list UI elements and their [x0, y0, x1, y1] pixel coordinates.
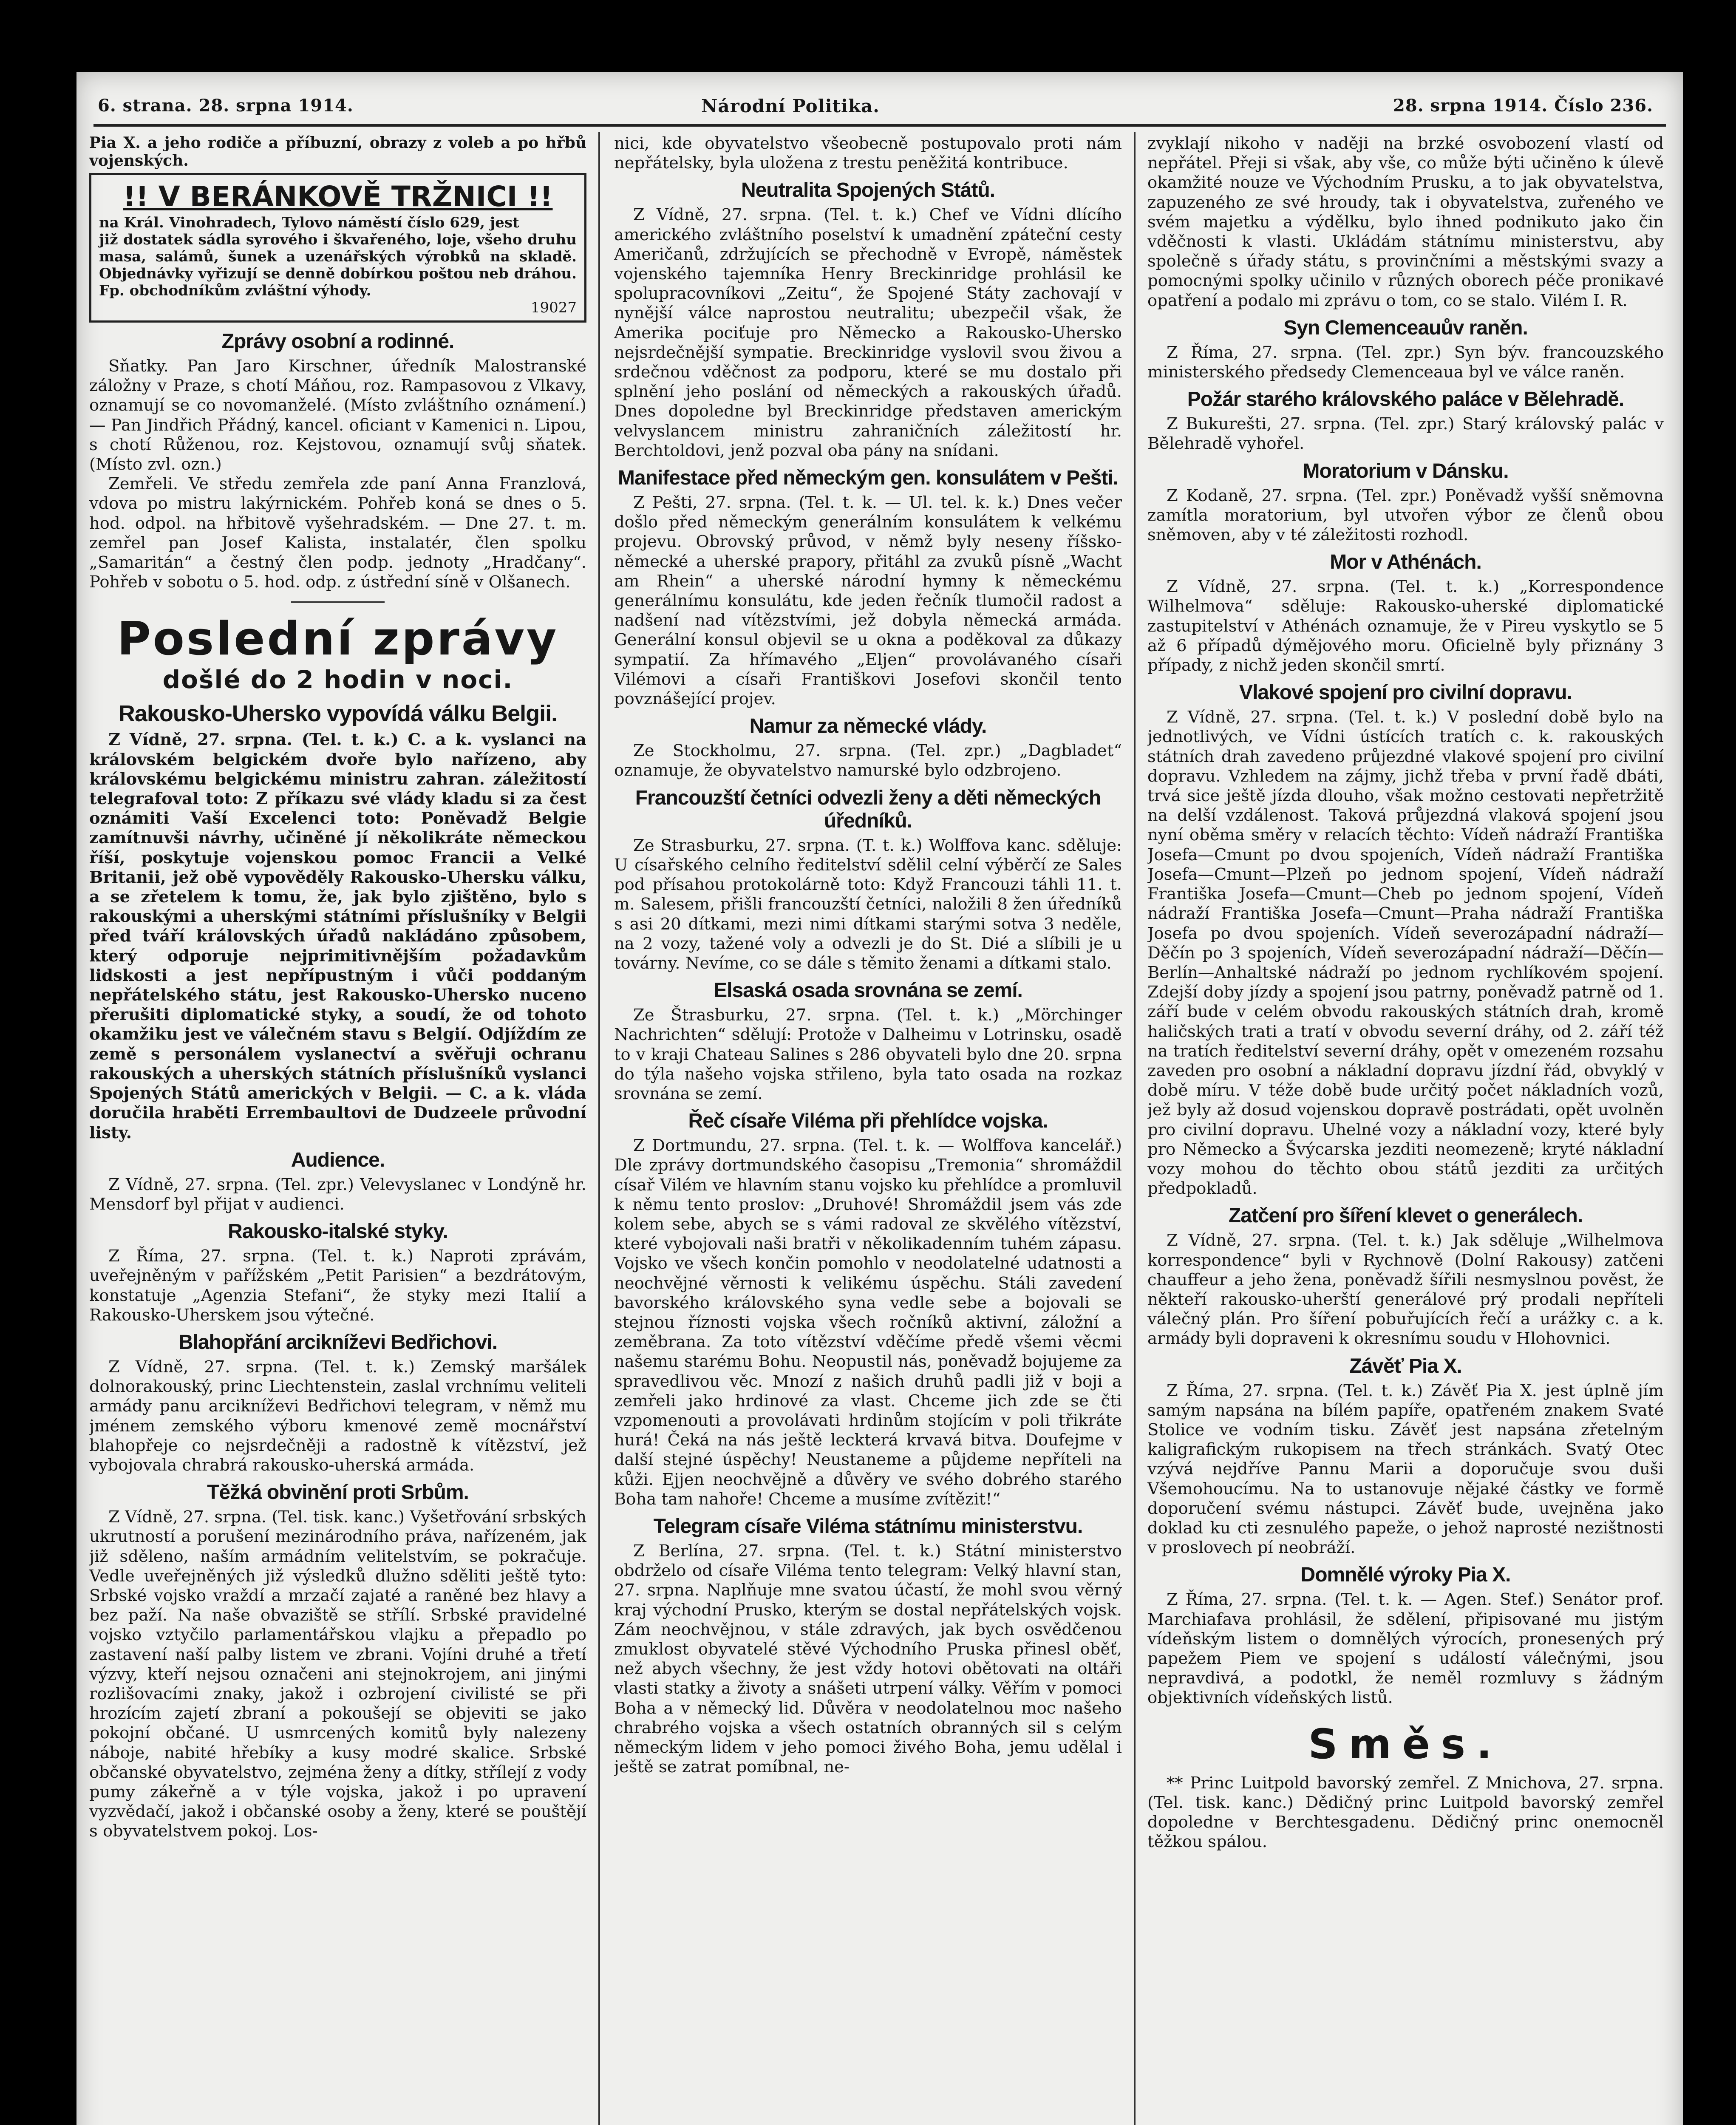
article-headline: Moratorium v Dánsku.: [1303, 459, 1509, 482]
article-headline: Zatčení pro šíření klevet o generálech.: [1228, 1204, 1583, 1227]
article-paragraph: nici, kde obyvatelstvo všeobecně postupovalo proti nám nepřátelsky, byla uložena z trestu peněžitá kontribuce.: [614, 134, 1122, 173]
section-heading: Zprávy osobní a rodinné.: [221, 330, 454, 353]
article-headline: Francouzští četníci odvezli ženy a děti německých úředníků.: [635, 786, 1101, 832]
separator: [291, 601, 385, 603]
advertisement: [89, 173, 586, 323]
article-paragraph: Ze Stockholmu, 27. srpna. (Tel. zpr.) „Dagbladet“ oznamuje, že obyvatelstvo namurské bylo odzbrojeno.: [614, 741, 1122, 780]
article-headline: Elsaská osada srovnána se zemí.: [714, 979, 1022, 1002]
column-divider: [1134, 132, 1136, 2125]
article-headline: Požár starého královského paláce v Bělehradě.: [1187, 388, 1624, 411]
article-headline: Rakousko-Uhersko vypovídá válku Belgii.: [118, 701, 558, 727]
article-paragraph: Ze Štrasburku, 27. srpna. (Tel. t. k.) „Mörchinger Nachrichten“ sdělují: Protože v Dalheimu v Lotrinsku, osadě to v kraji Chateau Salines s 286 obyvateli bylo dne 20. srpna do týla našeho vojska střileno, byla tato osada na rozkaz srovnána se zemí.: [614, 1006, 1122, 1103]
article-headline: Manifestace před německým gen. konsulátem v Pešti.: [617, 467, 1119, 490]
ad-line: na Král. Vinohradech, Tylovo náměstí číslo 629, jest: [99, 214, 519, 231]
article-paragraph: Z Říma, 27. srpna. (Tel. t. k.) Naproti zprávám, uveřejněným v pařížském „Petit Parisien“ a bezdrátovým, konstatuje „Agenzia Stefani“, že styky mezi Italií a Rakousko-Uherskem jsou výtečné.: [89, 1247, 586, 1325]
article-headline: Syn Clemenceauův raněn.: [1283, 316, 1528, 339]
article-paragraph: Z Vídně, 27. srpna. (Tel. t. k.) Jak sděluje „Wilhelmova korrespondence“ byli v Rychnově (Dolní Rakousy) zatčeni chauffeur a jeho žena, poněvadž šířili nesmyslnou pověst, že někteří rakousko-uherští generálové prý prodali nepříteli válečný plán. Pro šíření pobuřujících řečí a urážky c. a k. armády byli dopraveni k okresnímu soudu v Hlohovnici.: [1147, 1231, 1664, 1349]
header-issue-number: 28. srpna 1914. Číslo 236.: [1393, 96, 1653, 116]
column-3: [1147, 134, 1664, 2125]
article-paragraph: Zemřeli. Ve středu zemřela zde paní Anna Franzlová, vdova po mistru lakýrnickém. Pohřeb koná se dnes o 5. hod. odpol. na hřbitově vyšehradském. — Dne 27. t. m. zemřel pan Josef Kalista, instalatér, člen spolku „Samaritán“ a čestný člen podp. jednoty „Hradčany“. Pohřeb v sobotu o 5. hod. odp. z ústřední síně v Olšanech.: [89, 474, 586, 592]
article-paragraph: Z Vídně, 27. srpna. (Tel. t. k.) Zemský maršálek dolnorakouský, princ Liechtenstein, zaslal vrchnímu veliteli armády panu arcikníževi Bedřichovi telegram, v němž mu jménem zemského výboru kmenové země mocnářství blahopřeje co nejsrdečněji a radostně k vítězství, jež vybojovala chrabrá rakousko-uherská armáda.: [89, 1357, 586, 1475]
article-headline: Blahopřání arcikníževi Bedřichovi.: [178, 1331, 498, 1354]
article-headline: Řeč císaře Viléma při přehlídce vojska.: [688, 1110, 1048, 1133]
article-paragraph: Ze Strasburku, 27. srpna. (T. t. k.) Wolffova kanc. sděluje: U císařského celního ředitelství sdělil celní výběrčí ze Sales pod přísahou protokolárně toto: Když Francouzi táhli 11. t. m. Salesem, přišli francouzští četníci, naložili 8 žen úředníků s asi 20 dítkami, mezi nimi dítkami starými sotva 3 neděle, na 2 vozy, tažené voly a odvezli je do St. Dié a slíbili je u továrny. Nevíme, co se dále s těmito ženami a dítkami stalo.: [614, 836, 1122, 973]
article-headline: Mor v Athénách.: [1330, 551, 1481, 574]
article-headline: Audience.: [291, 1148, 385, 1171]
article-headline: Vlakové spojení pro civilní dopravu.: [1239, 681, 1572, 704]
banner-headline: Poslední zprávy: [117, 612, 559, 666]
intro-text: Pia X. a jeho rodiče a příbuzní, obrazy z voleb a po hřbů vojenských.: [89, 134, 586, 170]
article-paragraph: Z Dortmundu, 27. srpna. (Tel. t. k. — Wolffova kancelář.) Dle zprávy dortmundského časopisu „Tremonia“ shromáždil císař Vilém ve hlavním stanu vojsko ku přehlídce a promluvil k němu tento proslov: „Druhové! Shromáždil jsem vás zde kolem sebe, abych se s vámi radoval ze skvělého vítězství, které vybojovali naši bratři v několikadenním tuhém zápasu. Vojsko ve všech končin pomohlo v neodolatelné udatnosti a neochvějné věrnosti k velikému úspěchu. Stáli zavedení bavorského královského syna vedle sebe a bojovali se stejnou říznosti vojska všech ročníků aktivní, záložní a zeměbrana. Za toto vítězství vděčíme předě všemi věcmi našemu starému Bohu. Neopustil nás, poněvadž bojujeme za spravedlivou věc. Mnozí z našich druhů padli již v boji a zemřeli jako hrdinové za vlast. Chceme jich zde se čti vzpomenouti a provolávati hrdinům stojícím v poli třikráte hurá! Čeká na nás ještě leckterá krvavá bitva. Doufejme v další stejné úspěchy! Neustaneme a půjdeme nepříteli na kůži. Ejjen neochvějně a důvěry ve svého dobrého starého Boha tam nahoře! Chceme a musíme zvítězit!“: [614, 1136, 1122, 1509]
article-headline: Neutralita Spojených Států.: [741, 179, 995, 202]
article-headline: Namur za německé vlády.: [749, 715, 987, 738]
article-headline: Domnělé výroky Pia X.: [1300, 1564, 1511, 1587]
article-paragraph: Z Vídně, 27. srpna. (Tel. t. k.) „Korrespondence Wilhelmova“ sděluje: Rakousko-uherské diplomatické zastupitelství v Athénách oznamuje, že v Pireu vyskytlo se 5 až 6 případů dýmějového moru. Oficielně byly přiznány 3 případy, z nichž jeden skončil smrtí.: [1147, 577, 1664, 675]
article-paragraph: Sňatky. Pan Jaro Kirschner, úředník Malostranské záložny v Praze, s chotí Máňou, roz. Rampasovou z Vlkavy, oznamují se co novomanželé. (Místo zvláštního oznámení.) — Pan Jindřich Přádný, kancel. oficiant v Kamenici n. Lipou, s chotí Růženou, roz. Kejstovou, oznamují svůj sňatek. (Místo zvl. ozn.): [89, 357, 586, 474]
header-page-date: 6. strana. 28. srpna 1914.: [98, 96, 354, 116]
article-paragraph: Z Říma, 27. srpna. (Tel. t. k. — Agen. Stef.) Senátor prof. Marchiafava prohlásil, že sdělení, připisované mu jistým vídeňským listem o domnělých výrocích, pronesených prý papežem Piem ve spojení s událostí válečnými, jsou nepravdivá, a podotkl, že neměl rozmluvy s žádným objektivních vídeňských listů.: [1147, 1590, 1664, 1708]
article-headline: Telegram císaře Viléma státnímu ministerstvu.: [653, 1515, 1083, 1538]
article-paragraph: Z Vídně, 27. srpna. (Tel. tisk. kanc.) Vyšetřování srbských ukrutností a porušení mezinárodního práva, nařízeném, jak již sděleno, naším armádním velitelstvím, se pokračuje. Vedle uveřejněných již výsledků dlužno sděliti ještě tyto: Srbské vojsko vraždí a mrzačí zajaté a raněné bez hlavy a bez paží. Na naše obvaziště se střílí. Srbské pravidelné vojsko vztyčilo parlamentářskou vlajku a přepadlo po zastavení naší palby listem ve zbrani. Vojíni druhé a třetí výzvy, kteří nejsou označeni ani stejnokrojem, ani jinými rozlišovacími znaky, jakož i ozbrojení civilisté se při hrozícím zajetí zbraní a pokoušejí se objeviti se jako pokojní občané. U usmrcených komitů byly nalezeny náboje, nabité hřebíky a kusy modré skalice. Srbské občanské obyvatelstvo, zejména ženy a dítky, střílejí z vody pumy zákeřně a v týle vojska, jakož i po upravení vyzvědačí, jakož i občanské osoby a ženy, které se pouštějí s obyvatelstvem pokoj. Los-: [89, 1507, 586, 1841]
article-paragraph: Z Vídně, 27. srpna. (Tel. t. k.) Chef ve Vídni dlícího amerického zvláštního poselství k umadnění zpáteční cesty Američanů, zdržujících se přechodně v Evropě, náměstek vojenského tajemníka Henry Breckinridge prohlásil ke spolupracovníkovi „Zeitu“, že Spojené Státy zachovají v nynější válce naprostou neutralitu; ubezpečil však, že Amerika pociťuje pro Německo a Rakousko-Uhersko nejsrdečnější sympatie. Breckinridge vyslovil svou živou a srdečnou vděčnost za podporu, které se mu dostalo při splnění jeho poslání od německých a rakouských úřadů. Dnes dopoledne byl Breckinridge představen americkým velvyslancem ministru zahraničních záležitostí hr. Berchtoldovi, jenž pozval oba pány na snídani.: [614, 205, 1122, 460]
ad-code: 19027: [530, 299, 577, 316]
article-paragraph: Z Kodaně, 27. srpna. (Tel. zpr.) Poněvadž vyšší sněmovna zamítla moratorium, byl utvořen výbor ze členů obou sněmoven, aby v té záležitosti rozhodl.: [1147, 486, 1664, 545]
newspaper-page: [76, 72, 1683, 2125]
article-paragraph: ** Princ Luitpold bavorský zemřel. Z Mnichova, 27. srpna. (Tel. tisk. kanc.) Dědičný princ Luitpold bavorský zemřel dopoledne v Berchtesgadenu. Dědičný princ onemocněl těžkou spálou.: [1147, 1773, 1664, 1852]
header-masthead: Národní Politika.: [701, 96, 880, 116]
column-2: [614, 134, 1122, 2125]
article-paragraph: Z Vídně, 27. srpna. (Tel. t. k.) C. a k. vyslanci na královském belgickém dvoře bylo nařízeno, aby královskému belgickému ministru zahran. záležitostí telegrafoval toto: Z příkazu své vlády kladu si za čest oznámiti Vaší Excelenci toto: Poněvadž Belgie zamítnuvši návrhy, učiněné jí několikráte německou říší, poskytuje vojenskou pomoc Francii a Velké Britanii, jež obě vypověděly Rakousko-Uhersku válku, a se zřetelem k tomu, že, jak bylo zjištěno, bylo s rakouskými a uherskými státními příslušníky v Belgii před tváří královských úřadů nakládáno způsobem, který odporuje nejprimitivnějším požadavkům lidskosti a jest nepřípustným i vůči poddaným nepřátelského státu, jest Rakousko-Uhersko nuceno přerušiti diplomatické styky, a soudí, že od tohoto okamžiku jest ve válečném stavu s Belgií. Odjíždím ze země s personálem vyslanectví a svěřuji ochranu rakouských a uherských státních příslušníků vyslanci Spojených Států amerických v Belgii. — C. a k. vláda doručila hraběti Errembaultovi de Dudzeele průvodní listy.: [89, 730, 586, 1142]
column-1: [89, 134, 586, 2125]
article-paragraph: zvyklají nikoho v naději na brzké osvobození vlastí od nepřátel. Přeji si však, aby vše, co může býti učiněno k úlevě okamžité nouze ve Východním Prusku, a to jak obyvatelstva, zapuzeného ze své hroudy, tak i obyvatelstva, zuřeného ve svém majetku a výdělku, bylo ihned podnikuto jako čin vděčnosti k vlasti. Ukládám státnímu ministerstvu, aby společně s úřady státu, s provinčními a městskými svazy a pomocnými spolky učinilo v různých oborech péče pronikavé opatření a podalo mi zprávu o tom, co se stalo. Vilém I. R.: [1147, 134, 1664, 310]
article-paragraph: Z Říma, 27. srpna. (Tel. t. k.) Závěť Pia X. jest úplně jím samým napsána na bílém papíře, opatřeném znakem Svaté Stolice ve vodním tisku. Závěť jest napsána zřetelným kaligrafickým rukopisem na třech stránkách. Svatý Otec vzývá nejdříve Pannu Marii a doporučuje svou duši Všemohoucímu. Na to ustanovuje nějaké částky ve formě doporučení svému nástupci. Závěť bude, uvejněna jako doklad ku cti zesnulého papeže, o jehož naprosté nezištnosti v proslovech pí neobráží.: [1147, 1381, 1664, 1558]
article-headline: Těžká obvinění proti Srbům.: [207, 1481, 469, 1504]
banner-subheadline: došlé do 2 hodin v noci.: [162, 665, 513, 694]
article-paragraph: Z Vídně, 27. srpna. (Tel. t. k.) V poslední době bylo na jednotlivých, ve Vídni ústících tratích c. k. rakouských státních drah zavedeno průjezdné vlakové spojení pro civilní dopravu. Vzhledem na zájmy, jichž třeba v první řadě dbáti, trvá sice ještě jízda dlouho, však možno cestovati nepřetržitě na delší vzdálenost. Taková průjezdná vlaková spojení jsou nyní oběma směry v relacích těchto: Vídeň nádraží Františka Josefa—Cmunt po dvou spojeních, Vídeň nádraží Františka Josefa—Cmunt—Plzeň po jednom spojení, Vídeň nádraží Františka Josefa—Cmunt—Cheb po jednom spojení, Vídeň nádraží Františka Josefa—Cmunt—Praha nádraží Františka Josefa po dvou spojeních. Vídeň severozápadní nádraží—Děčín po 3 spojeních, Vídeň severozápadní nádraží—Děčín—Berlín—Anhaltské nádraží po jednom rychlíkovém spojení. Zdejší doby jízdy a spojení jsou patrny, poněvadž patrně od 1. září bude v celém obvodu rakouských státních drah, kromě haličských trati a tratí v obvodu severní dráhy, od 2. září též na tratích ředitelství severní dráhy, opět v omezeném rozsahu zaveden pro osobní a nákladní dopravu jízdní řád, obvyklý v době míru. V téže době bude určitý počet nákladních vozů, jež byly až dosud vojenskou dopravě postrádati, opět uvolněn pro civilní dopravu. Uhelné vozy a nákladní vozy, které byly pro Německo a Švýcarska jezditi neomezeně; kryté nákladní vozy mohou do těchto obou států jezditi za určitých předpokladů.: [1147, 708, 1664, 1198]
article-headline: Rakousko-italské styky.: [228, 1220, 448, 1243]
header-rule: [93, 124, 1666, 127]
page-header: [93, 96, 1666, 125]
article-paragraph: Z Pešti, 27. srpna. (Tel. t. k. — Ul. tel. k. k.) Dnes večer došlo před německým generálním konsulátem k velkému projevu. Obrovský průvod, v němž byly neseny říšsko-německé a uherské prapory, přitáhl za zvuků písně „Wacht am Rhein“ a uherské národní hymny k německému generálnímu konsulátu, kde jeden řečník tlumočil radost a nadšení nad vítězstvími, jež dobyla německá armáda. Generální konsul objevil se u okna a poděkoval za důkazy sympatií. Za hřímavého „Eljen“ provolávaného císaři Vilémovi a císaři Františkovi Josefovi skončil tento povznášející projev.: [614, 493, 1122, 709]
article-paragraph: Z Říma, 27. srpna. (Tel. zpr.) Syn býv. francouzského ministerského předsedy Clemenceaua byl ve válce raněn.: [1147, 343, 1664, 382]
ad-body: již dostatek sádla syrového i škvařeného, loje, všeho druhu masa, salámů, šunek a uzenářských výrobků na skladě. Objednávky vyřizují se denně dobírkou poštou neb dráhou. Fp. obchodníkům zvláštní výhody.: [99, 231, 577, 299]
ad-title: !! V BERÁNKOVĚ TRŽNICI !!: [123, 180, 553, 213]
section-banner-smes: Směs.: [1308, 1720, 1503, 1768]
article-paragraph: Z Berlína, 27. srpna. (Tel. t. k.) Státní ministerstvo obdrželo od císaře Viléma tento telegram: Velký hlavní stan, 27. srpna. Naplňuje mne svatou účastí, že mohl svou věrný kraj východní Prusko, kterým se dostal nepřátelských vojsk. Zám neochvějnou, v stále zdravých, jak bych osvědčenou zmuklost obyvatelé stěvé Východního Pruska přinesl oběť, než abych všechny, že jest vždy hotovi obětovati na oltáři vlasti statky a životy a snášeti utrpení války. Věřím v pomoci Boha a v německý lid. Důvěra v neodolatelnou moc našeho chrabrého vojska a všech ostatních obranných sil s celým německým lidem v jeho pomoci živého Boha, jemu udělal i ještě se zatrat pomíbnal, ne-: [614, 1541, 1122, 1777]
article-paragraph: Z Vídně, 27. srpna. (Tel. zpr.) Velevyslanec v Londýně hr. Mensdorf byl přijat v audienci.: [89, 1175, 586, 1214]
column-divider: [598, 132, 600, 2125]
article-headline: Závěť Pia X.: [1349, 1354, 1462, 1377]
article-paragraph: Z Bukurešti, 27. srpna. (Tel. zpr.) Starý královský palác v Bělehradě vyhořel.: [1147, 414, 1664, 453]
